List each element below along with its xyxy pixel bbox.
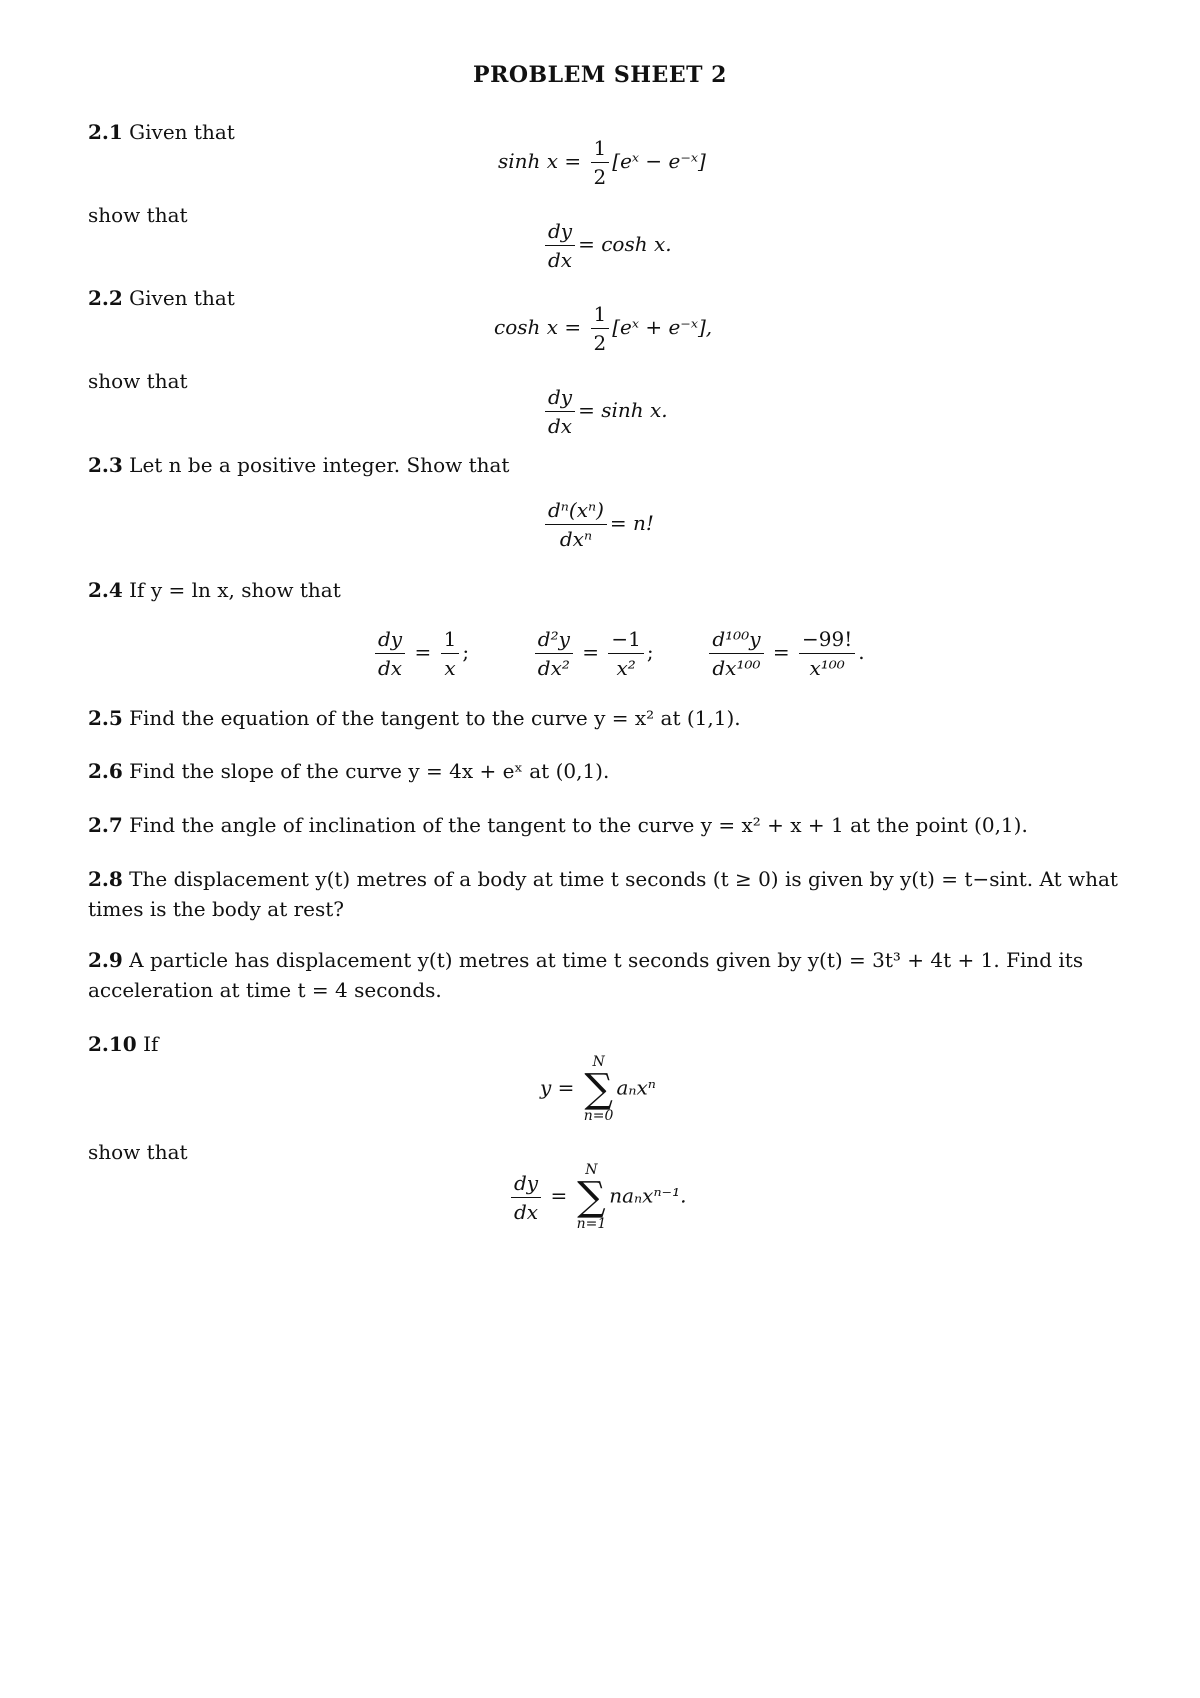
problem-number: 2.1: [88, 120, 123, 144]
problem-text: If: [143, 1032, 159, 1056]
page-title: PROBLEM SHEET 2: [473, 62, 727, 88]
problem-text: Let n be a positive integer. Show that: [129, 453, 510, 477]
problem-2-8: [88, 864, 1118, 924]
problem-number: 2.4: [88, 578, 123, 602]
equation-log-derivatives: $\frac{dy}{dx}$ = $\frac{1}{x}$ ; $\frac{\text{d²y}}{\text{dx²}}$ = $\frac{-1}{\text{x²}}$ ; $\frac{\text{d¹⁰⁰y}}{\text{dx¹⁰⁰}}$ = $\frac{-99!}{\text{x¹⁰⁰}}$ .: [372, 625, 865, 682]
problem-2-4: [88, 575, 341, 605]
equation-derivative-sinh: $\frac{dy}{dx}$ = sinh x.: [542, 383, 668, 440]
equation-sinh-definition: sinh x = $\frac{1}{2}$ [eˣ − e⁻ˣ]: [498, 136, 706, 189]
problem-2-2: [88, 283, 235, 313]
problem-2-9: [88, 945, 1118, 1005]
problem-text: Find the angle of inclination of the tangent to the curve y = x² + x + 1 at the point (0,1).: [129, 813, 1028, 837]
problem-2-10: [88, 1029, 158, 1059]
summation-symbol: N ∑ n=0: [583, 1054, 614, 1124]
problem-number: 2.3: [88, 453, 123, 477]
show-that-label: show that: [88, 1140, 188, 1164]
equation-nth-derivative: $\frac{\text{dⁿ(xⁿ)}}{\text{dxⁿ}}$ = n!: [542, 496, 654, 553]
problem-2-1: [88, 117, 235, 147]
show-that-label: show that: [88, 369, 188, 393]
equation-series-derivative: $\frac{dy}{dx}$ = N ∑ n=1 naₙxⁿ⁻¹.: [508, 1162, 686, 1232]
problem-number: 2.8: [88, 867, 123, 891]
problem-text: Given that: [129, 286, 235, 310]
problem-number: 2.9: [88, 948, 123, 972]
problem-text: Find the equation of the tangent to the curve y = x² at (1,1).: [129, 706, 741, 730]
problem-number: 2.5: [88, 706, 123, 730]
equation-derivative-cosh: $\frac{dy}{dx}$ = cosh x.: [542, 217, 672, 274]
problem-number: 2.6: [88, 759, 123, 783]
problem-text: A particle has displacement y(t) metres at time t seconds given by y(t) = 3t³ + 4t + 1. Find its acceleration at time t = 4 seconds.: [88, 948, 1084, 1002]
equation-power-series: y = N ∑ n=0 aₙxⁿ: [540, 1054, 656, 1124]
problem-text: If y = ln x, show that: [129, 578, 341, 602]
problem-2-7: [88, 810, 1028, 840]
problem-2-5: [88, 703, 741, 733]
equation-cosh-definition: cosh x = $\frac{1}{2}$ [eˣ + e⁻ˣ],: [494, 302, 713, 355]
problem-2-3: [88, 450, 509, 480]
problem-number: 2.2: [88, 286, 123, 310]
problem-2-6: [88, 756, 609, 786]
problem-text: Given that: [129, 120, 235, 144]
problem-number: 2.10: [88, 1032, 137, 1056]
problem-text: The displacement y(t) metres of a body at time t seconds (t ≥ 0) is given by y(t) = t−sint. At what times is the body at rest?: [88, 867, 1118, 921]
problem-text: Find the slope of the curve y = 4x + eˣ at (0,1).: [129, 759, 610, 783]
summation-symbol: N ∑ n=1: [576, 1162, 607, 1232]
problem-number: 2.7: [88, 813, 123, 837]
show-that-label: show that: [88, 203, 188, 227]
